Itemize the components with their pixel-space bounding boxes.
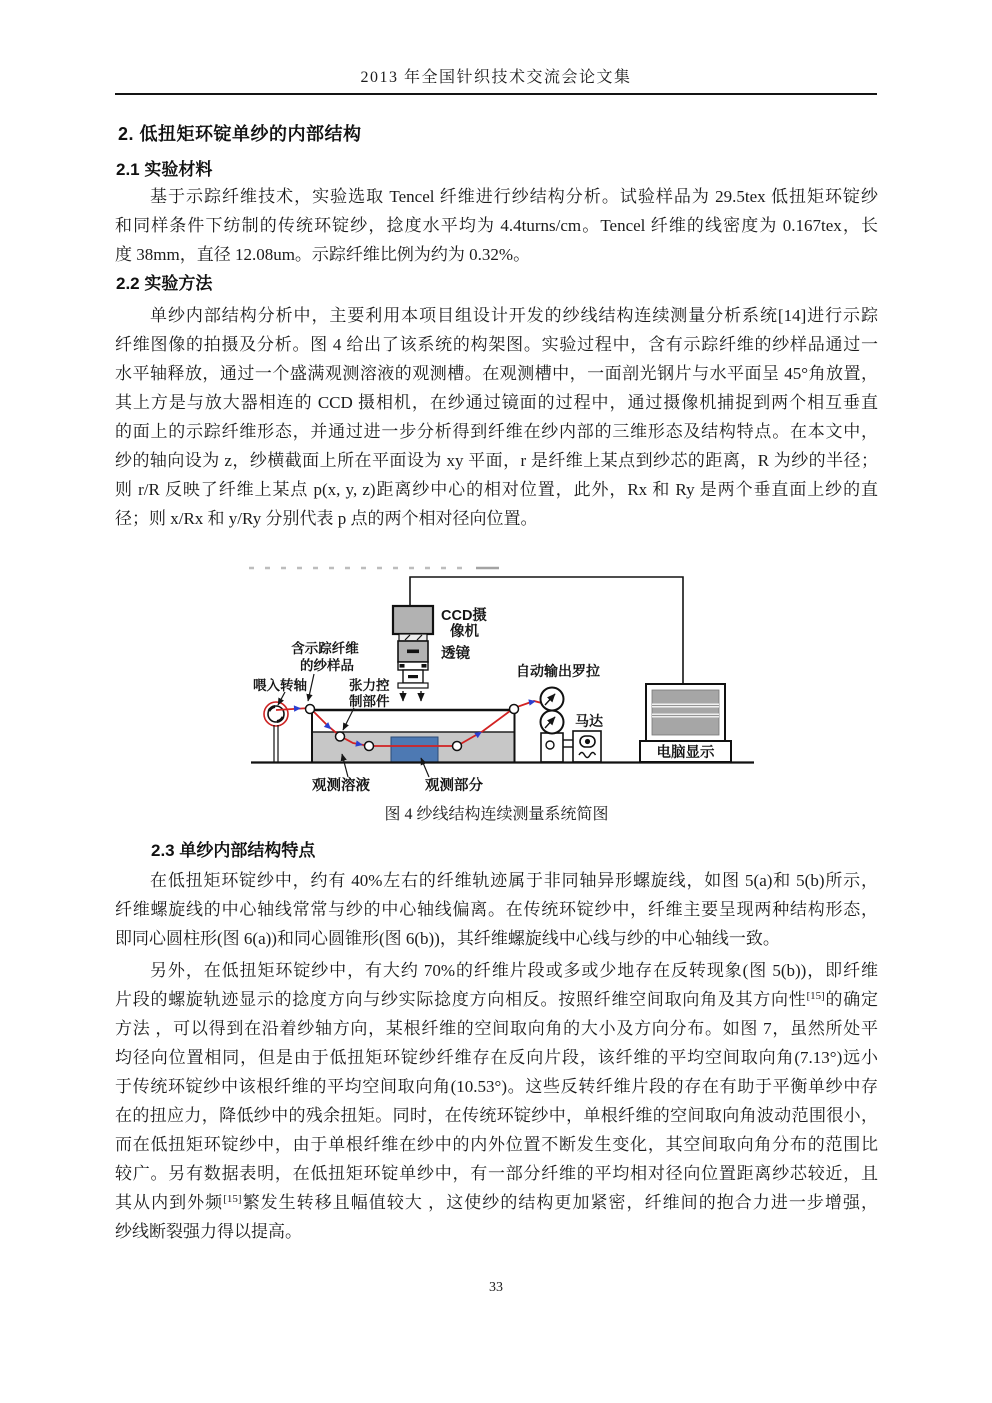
figure-4-measurement-system-diagram <box>233 559 763 805</box>
label-feed-shaft: 喂入转轴 <box>253 678 307 693</box>
line-text: 繁发生转移且幅值较大 ，这使纱的结构更加紧密，纤维间的抱合力进一步增强， <box>241 1193 878 1212</box>
section-2-3-paragraph-2 <box>115 956 878 1246</box>
text-line: 的面上的示踪纤维形态，并通过进一步分析得到纤维在纱内部的三维形态及结构特点。在本文中， <box>115 422 878 441</box>
section-2-1-paragraph <box>115 182 878 269</box>
page-number: 33 <box>489 1280 503 1295</box>
label-tension-control-line2: 制部件 <box>349 694 390 709</box>
section-2-1-title: 2.1 实验材料 <box>116 160 213 179</box>
label-observation-solution: 观测溶液 <box>312 778 370 794</box>
section-2-2-paragraph <box>115 301 878 533</box>
label-motor: 马达 <box>575 713 603 729</box>
text-line <box>115 1188 878 1217</box>
lens-assembly <box>398 634 428 688</box>
label-ccd-camera-line1: CCD摄 <box>441 608 487 624</box>
ccd-camera-box <box>393 606 433 634</box>
label-yarn-sample-line1: 含示踪纤维 <box>291 641 359 656</box>
text-line: 和同样条件下纺制的传统环锭纱，捻度水平均为 4.4turns/cm。Tencel 纤维的线密度为 0.167tex，长 <box>115 216 878 235</box>
text-line: 方法 ，可以得到在沿着纱轴方向，某根纤维的空间取向角的大小及方向分布。如图 7，虽然所处平 <box>115 1019 878 1038</box>
text-line: 则 r/R 反映了纤维上某点 p(x, y, z)距离纱中心的相对位置，此外，Rx 和 Ry 是两个垂直面上纱的直 <box>115 480 878 499</box>
text-line: 基于示踪纤维技术，实验选取 Tencel 纤维进行纱结构分析。试验样品为 29.5tex 低扭矩环锭纱 <box>150 187 878 206</box>
text-line: 另外，在低扭矩环锭纱中，有大约 70%的纤维片段或多或少地存在反转现象(图 5(b))，即纤维 <box>150 961 878 980</box>
text-line: 纤维螺旋线的中心轴线常常与纱的中心轴线偏离。在传统环锭纱中，纤维主要呈现两种结构形态， <box>115 900 878 919</box>
text-line: 度 38mm，直径 12.08um。示踪纤维比例为约为 0.32%。 <box>115 245 531 264</box>
text-line: 纤维图像的拍摄及分析。图 4 给出了该系统的构架图。实验过程中，含有示踪纤维的纱样品通过一 <box>115 335 878 354</box>
feed-shaft-wheel <box>264 702 288 762</box>
label-tension-control-line1: 张力控 <box>349 678 390 693</box>
text-line: 纱线断裂强力得以提高。 <box>115 1222 302 1241</box>
label-observation-section: 观测部分 <box>425 778 483 794</box>
text-line: 而在低扭矩环锭纱中，由于单根纤维在纱中的内外位置不断发生变化，其空间取向角分布的范围比 <box>115 1135 878 1154</box>
text-line: 单纱内部结构分析中，主要利用本项目组设计开发的纱线结构连续测量分析系统[14]进行示踪 <box>150 306 878 325</box>
section-2-2-title: 2.2 实验方法 <box>116 274 213 293</box>
line-text: 其从内到外频 <box>115 1193 224 1212</box>
citation-superscript: [15] <box>806 990 825 1002</box>
optical-axis-arrows <box>403 691 421 701</box>
label-output-roller: 自动输出罗拉 <box>516 663 600 679</box>
text-line: 较广。另有数据表明，在低扭矩环锭单纱中，有一部分纤维的平均相对径向位置距离纱芯较近，且 <box>115 1164 878 1183</box>
line-text: 片段的螺旋轨迹显示的捻度方向与纱实际捻度方向相反。按照纤维空间取向角及其方向性 <box>115 990 807 1009</box>
section-2-3-title: 2.3 单纱内部结构特点 <box>151 841 316 860</box>
motor-box <box>563 731 601 762</box>
page-header: 2013 年全国针织技术交流会论文集 <box>360 69 632 86</box>
text-line: 纱的轴向设为 z，纱横截面上所在平面设为 xy 平面，r 是纤维上某点到纱芯的距离，R 为纱的半径； <box>115 451 878 470</box>
text-line: 其上方是与放大器相连的 CCD 摄相机，在纱通过镜面的过程中，通过摄像机捕捉到两个相互垂直 <box>115 393 878 412</box>
figure-4-caption: 图 4 纱线结构连续测量系统简图 <box>384 806 609 823</box>
section-2-3-paragraph-1 <box>115 866 878 953</box>
header-rule <box>115 93 877 95</box>
observation-section-box <box>391 737 438 762</box>
section-2-title: 2. 低扭矩环锭单纱的内部结构 <box>118 124 362 144</box>
label-lens: 透镜 <box>441 646 470 662</box>
text-line <box>115 985 878 1014</box>
citation-superscript: [15] <box>223 1193 242 1205</box>
text-line: 在的扭应力，降低纱中的残余扭矩。同时，在传统环锭纱中，单根纤维的空间取向角波动范围很小， <box>115 1106 878 1125</box>
label-computer-display: 电脑显示 <box>656 745 715 761</box>
text-line: 水平轴释放，通过一个盛满观测溶液的观测槽。在观测槽中，一面剖光钢片与水平面呈 45°角放置， <box>115 364 878 383</box>
text-line: 于传统环锭纱中该根纤维的平均空间取向角(10.53°)。这些反转纤维片段的存在有助于平衡单纱中存 <box>115 1077 878 1096</box>
text-line: 均径向位置相同，但是由于低扭矩环锭纱纤维存在反向片段，该纤维的平均空间取向角(7.13°)远小 <box>115 1048 878 1067</box>
text-line: 即同心圆柱形(图 6(a))和同心圆锥形(图 6(b))，其纤维螺旋线中心线与纱的中心轴线一致。 <box>115 929 780 948</box>
label-ccd-camera-line2: 像机 <box>450 624 479 640</box>
line-text: 的确定 <box>824 990 879 1009</box>
text-line: 在低扭矩环锭纱中，约有 40%左右的纤维轨迹属于非同轴异形螺旋线，如图 5(a)和 5(b)所示， <box>150 871 878 890</box>
text-line: 径；则 x/Rx 和 y/Ry 分别代表 p 点的两个相对径向位置。 <box>115 509 538 528</box>
output-roller-assembly <box>541 688 564 763</box>
label-yarn-sample-line2: 的纱样品 <box>300 658 354 673</box>
